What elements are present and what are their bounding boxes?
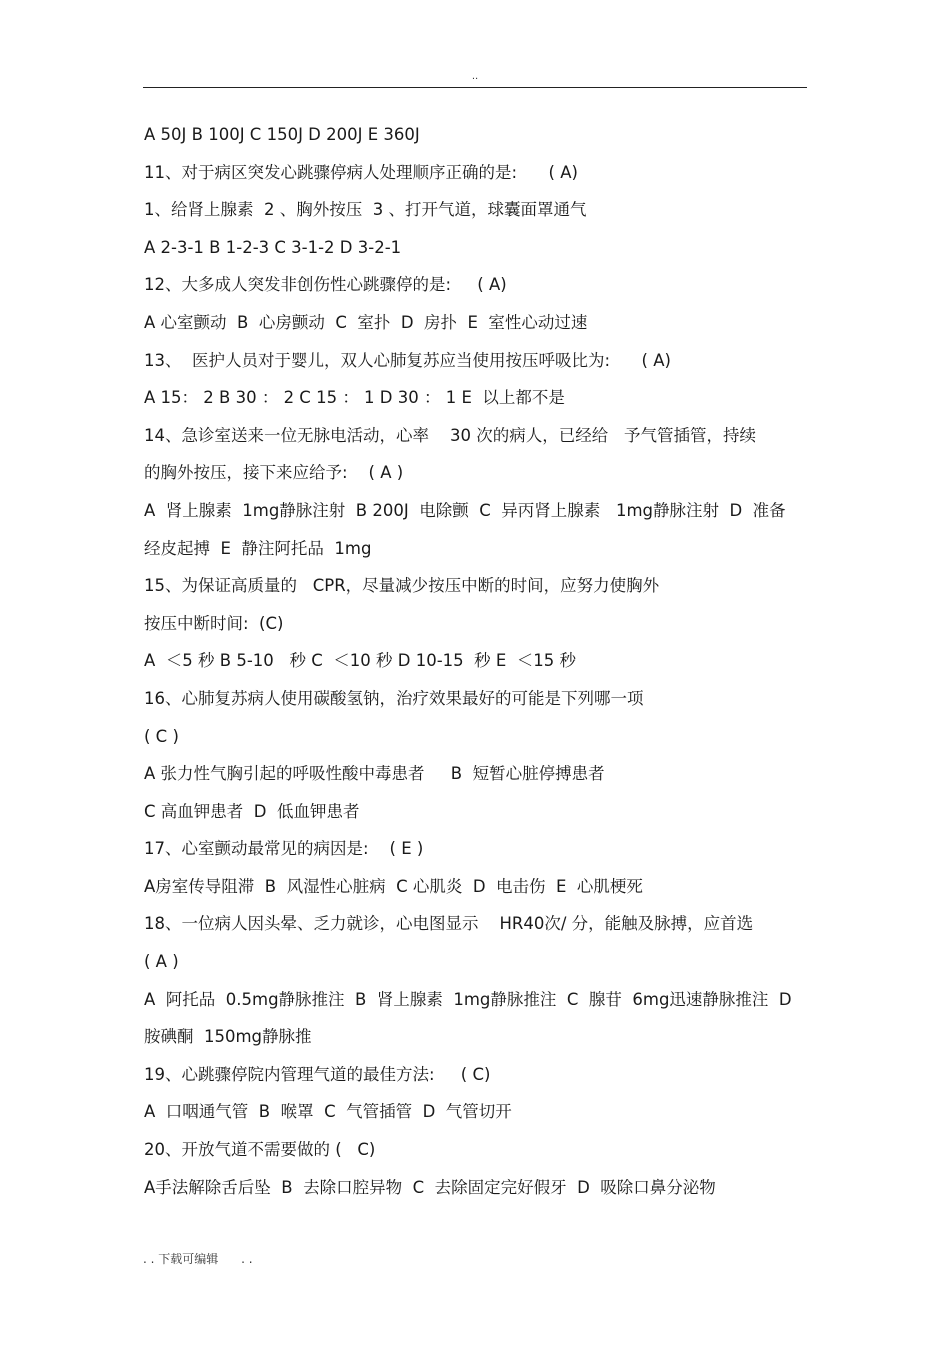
text-line: 经皮起搏 E 静注阿托品 1mg — [144, 538, 372, 558]
question-16: 16、心肺复苏病人使用碳酸氢钠，治疗效果最好的可能是下列哪一项 — [144, 688, 644, 708]
question-12: 12、大多成人突发非创伤性心跳骤停的是: ( A) — [144, 275, 507, 295]
text-line: A 阿托品 0.5mg静脉推注 B 肾上腺素 1mg静脉推注 C 腺苷 6mg迅速静脉推注 D — [144, 989, 792, 1009]
text-line: 胺碘酮 150mg静脉推 — [144, 1027, 312, 1047]
question-13: 13、 医护人员对于婴儿，双人心肺复苏应当使用按压呼吸比为: ( A) — [144, 350, 671, 370]
question-17: 17、心室颤动最常见的病因是: ( E ) — [144, 839, 424, 859]
text-line: 的胸外按压，接下来应给予: ( A ) — [144, 463, 404, 483]
text-line: A 50J B 100J C 150J D 200J E 360J — [144, 125, 420, 144]
text-line: C 高血钾患者 D 低血钾患者 — [144, 801, 360, 821]
text-line: A 15： 2 B 30 ： 2 C 15 ： 1 D 30 ： 1 E 以上都不是 — [144, 388, 565, 408]
question-14: 14、急诊室送来一位无脉电活动，心率 30 次的病人，已经给 予气管插管，持续 — [144, 425, 756, 445]
text-line: A 肾上腺素 1mg静脉注射 B 200J 电除颤 C 异丙肾上腺素 1mg静脉注射 D 准备 — [144, 500, 786, 520]
text-line: A ＜5 秒 B 5-10 秒 C ＜10 秒 D 10-15 秒 E ＜15 秒 — [144, 651, 577, 671]
document-body — [144, 116, 812, 1206]
page-footer: . . 下载可编辑 . . — [143, 1252, 253, 1266]
text-line: 1、给肾上腺素 2 、胸外按压 3 、打开气道，球囊面罩通气 — [144, 200, 587, 220]
text-line: ( C ) — [144, 726, 179, 746]
text-line: A 张力性气胸引起的呼吸性酸中毒患者 B 短暂心脏停搏患者 — [144, 764, 605, 784]
question-19: 19、心跳骤停院内管理气道的最佳方法: ( C) — [144, 1064, 491, 1084]
text-line: A 口咽通气管 B 喉罩 C 气管插管 D 气管切开 — [144, 1102, 512, 1122]
question-18: 18、一位病人因头晕、乏力就诊，心电图显示 HR40次/ 分，能触及脉搏，应首选 — [144, 914, 754, 934]
text-line: A房室传导阻滞 B 风湿性心脏病 C 心肌炎 D 电击伤 E 心肌梗死 — [144, 876, 643, 896]
text-line: 按压中断时间: (C) — [144, 613, 284, 633]
header-divider — [143, 87, 807, 88]
text-line: A 2-3-1 B 1-2-3 C 3-1-2 D 3-2-1 — [144, 237, 402, 257]
question-15: 15、为保证高质量的 CPR，尽量减少按压中断的时间，应努力使胸外 — [144, 576, 660, 596]
question-11: 11、对于病区突发心跳骤停病人处理顺序正确的是: ( A) — [144, 162, 578, 182]
text-line: ( A ) — [144, 952, 179, 972]
page-header-mark: .. — [471, 71, 479, 82]
question-20: 20、开放气道不需要做的 ( C) — [144, 1140, 376, 1160]
text-line: A 心室颤动 B 心房颤动 C 室扑 D 房扑 E 室性心动过速 — [144, 312, 588, 332]
text-line: A手法解除舌后坠 B 去除口腔异物 C 去除固定完好假牙 D 吸除口鼻分泌物 — [144, 1177, 716, 1197]
